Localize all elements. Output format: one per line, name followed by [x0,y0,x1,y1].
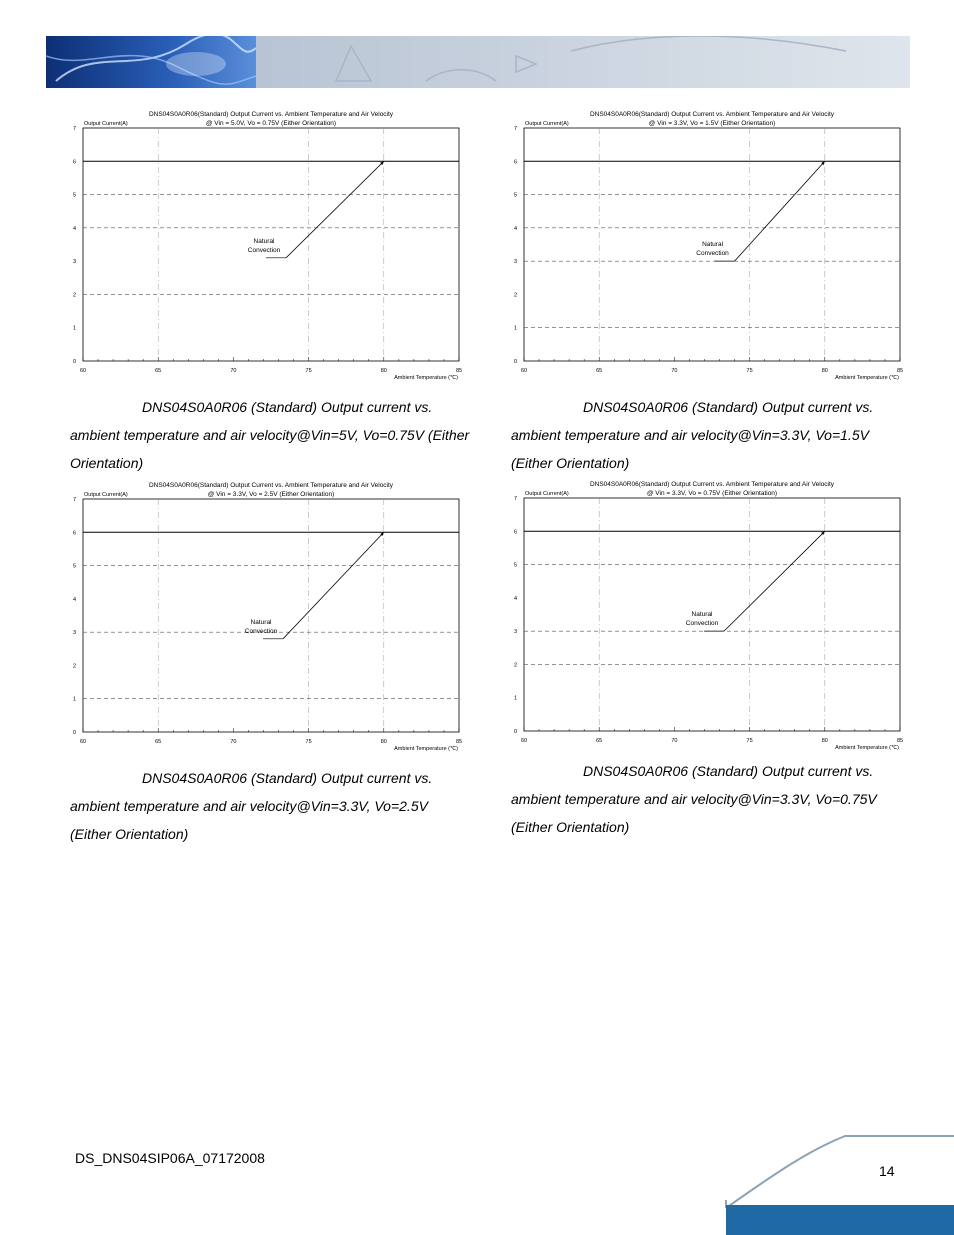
x-axis-label: Ambient Temperature (℃) [835,375,899,381]
y-tick-label: 4 [513,225,517,232]
y-tick-label: 1 [72,696,76,703]
x-tick-label: 60 [79,739,87,745]
x-tick-label: 65 [155,739,162,745]
x-tick-label: 65 [596,738,603,744]
annotation-label: Convection [696,250,729,258]
y-tick-label: 6 [513,159,517,166]
y-tick-label: 5 [513,192,517,199]
chart-svg [503,478,943,753]
y-tick-label: 3 [513,259,517,266]
y-tick-label: 1 [513,695,517,702]
x-tick-label: 75 [305,368,312,374]
chart-title: DNS04S0A0R06(Standard) Output Current vs. Ambient Temperature and Air Velocity [148,482,394,489]
y-axis-label: Output Current(A) [84,492,128,498]
caption-line: ambient temperature and air velocity@Vin=3.3V, Vo=0.75V [511,791,877,807]
x-tick-label: 80 [821,368,828,374]
x-tick-label: 70 [230,739,237,745]
y-tick-label: 1 [513,325,517,332]
caption-line: DNS04S0A0R06 (Standard) Output current vs. [583,763,874,779]
chart-2-caption [511,393,931,477]
chart-subtitle: @ Vin = 3.3V, Vo = 0.75V (Either Orientation) [646,490,778,497]
caption-line: (Either Orientation) [511,455,630,471]
x-tick-label: 85 [455,739,463,745]
y-tick-label: 7 [72,126,76,132]
annotation-label: Convection [247,246,281,254]
y-tick-label: 1 [72,325,76,332]
y-tick-label: 6 [72,530,76,537]
caption-line: DNS04S0A0R06 (Standard) Output current vs. [142,770,433,786]
annotation-label: Natural [702,241,724,249]
y-tick-label: 0 [72,730,76,736]
y-tick-label: 5 [72,563,76,570]
y-tick-label: 6 [72,159,76,166]
chart-title: DNS04S0A0R06(Standard) Output Current vs. Ambient Temperature and Air Velocity [589,111,835,118]
x-tick-label: 65 [596,368,603,374]
y-tick-label: 3 [72,630,76,637]
annotation-label: Natural [691,611,713,619]
x-tick-label: 65 [155,368,162,374]
annotation-label: Natural [253,237,275,245]
caption-line: ambient temperature and air velocity@Vin=3.3V, Vo=2.5V [70,798,428,814]
x-axis-label: Ambient Temperature (℃) [835,745,899,751]
annotation-label: Convection [244,627,278,635]
x-tick-label: 70 [230,368,237,374]
annotation-label: Natural [250,618,272,626]
y-axis-label: Output Current(A) [525,491,569,497]
y-tick-label: 2 [513,292,517,299]
y-tick-label: 6 [513,529,517,536]
y-tick-label: 5 [513,562,517,569]
x-tick-label: 80 [380,739,387,745]
caption-line: DNS04S0A0R06 (Standard) Output current vs. [583,399,874,415]
y-tick-label: 2 [513,662,517,669]
chart-subtitle: @ Vin = 3.3V, Vo = 1.5V (Either Orientation) [648,120,776,127]
caption-line: ambient temperature and air velocity@Vin=5V, Vo=0.75V (Either [70,427,470,443]
x-tick-label: 60 [520,738,528,744]
footer-corner-graphic [720,1130,954,1235]
y-tick-label: 4 [72,225,76,232]
plot-frame [83,499,459,732]
chart-1 [62,108,502,383]
x-tick-label: 80 [380,368,387,374]
y-tick-label: 2 [72,663,76,670]
y-tick-label: 0 [513,729,517,735]
y-tick-label: 3 [513,629,517,636]
chart-svg [503,108,943,383]
y-tick-label: 3 [72,259,76,266]
x-axis-label: Ambient Temperature (℃) [394,746,458,752]
chart-subtitle: @ Vin = 3.3V, Vo = 2.5V (Either Orientation) [207,491,335,498]
y-tick-label: 5 [72,192,76,199]
caption-line: Orientation) [70,455,144,471]
caption-line: DNS04S0A0R06 (Standard) Output current vs. [142,399,433,415]
x-tick-label: 70 [671,738,678,744]
annotation-arrow-line [283,532,384,639]
caption-line: (Either Orientation) [511,819,630,835]
y-tick-label: 4 [513,595,517,602]
chart-4 [503,478,943,753]
x-tick-label: 75 [746,368,753,374]
x-tick-label: 85 [896,738,904,744]
annotation-arrow-line [724,531,825,631]
x-tick-label: 75 [746,738,753,744]
y-tick-label: 7 [72,497,76,503]
y-tick-label: 4 [72,596,76,603]
y-tick-label: 7 [513,126,517,132]
annotation-arrow-line [735,161,825,261]
chart-svg [62,479,502,754]
chart-svg [62,108,502,383]
chart-3 [62,479,502,754]
x-axis-label: Ambient Temperature (℃) [394,375,458,381]
chart-2 [503,108,943,383]
banner-graphic [46,36,910,88]
chart-3-caption [70,764,490,848]
document-id: DS_DNS04SIP06A_07172008 [75,1150,265,1166]
chart-subtitle: @ Vin = 5.0V, Vo = 0.75V (Either Orientation) [205,120,337,127]
x-tick-label: 85 [455,368,463,374]
x-tick-label: 75 [305,739,312,745]
chart-title: DNS04S0A0R06(Standard) Output Current vs. Ambient Temperature and Air Velocity [589,481,835,488]
x-tick-label: 80 [821,738,828,744]
chart-1-caption [70,393,490,477]
caption-line: (Either Orientation) [70,826,189,842]
y-axis-label: Output Current(A) [84,121,128,127]
y-tick-label: 0 [72,359,76,365]
header-banner [46,36,910,88]
y-axis-label: Output Current(A) [525,121,569,127]
x-tick-label: 70 [671,368,678,374]
caption-line: ambient temperature and air velocity@Vin=3.3V, Vo=1.5V [511,427,869,443]
page-number: 14 [879,1163,895,1179]
x-tick-label: 60 [520,368,528,374]
y-tick-label: 7 [513,496,517,502]
y-tick-label: 0 [513,359,517,365]
annotation-arrow-line [286,161,384,258]
chart-title: DNS04S0A0R06(Standard) Output Current vs. Ambient Temperature and Air Velocity [148,111,394,118]
chart-4-caption [511,757,931,841]
x-tick-label: 60 [79,368,87,374]
x-tick-label: 85 [896,368,904,374]
annotation-label: Convection [685,620,719,628]
y-tick-label: 2 [72,292,76,299]
